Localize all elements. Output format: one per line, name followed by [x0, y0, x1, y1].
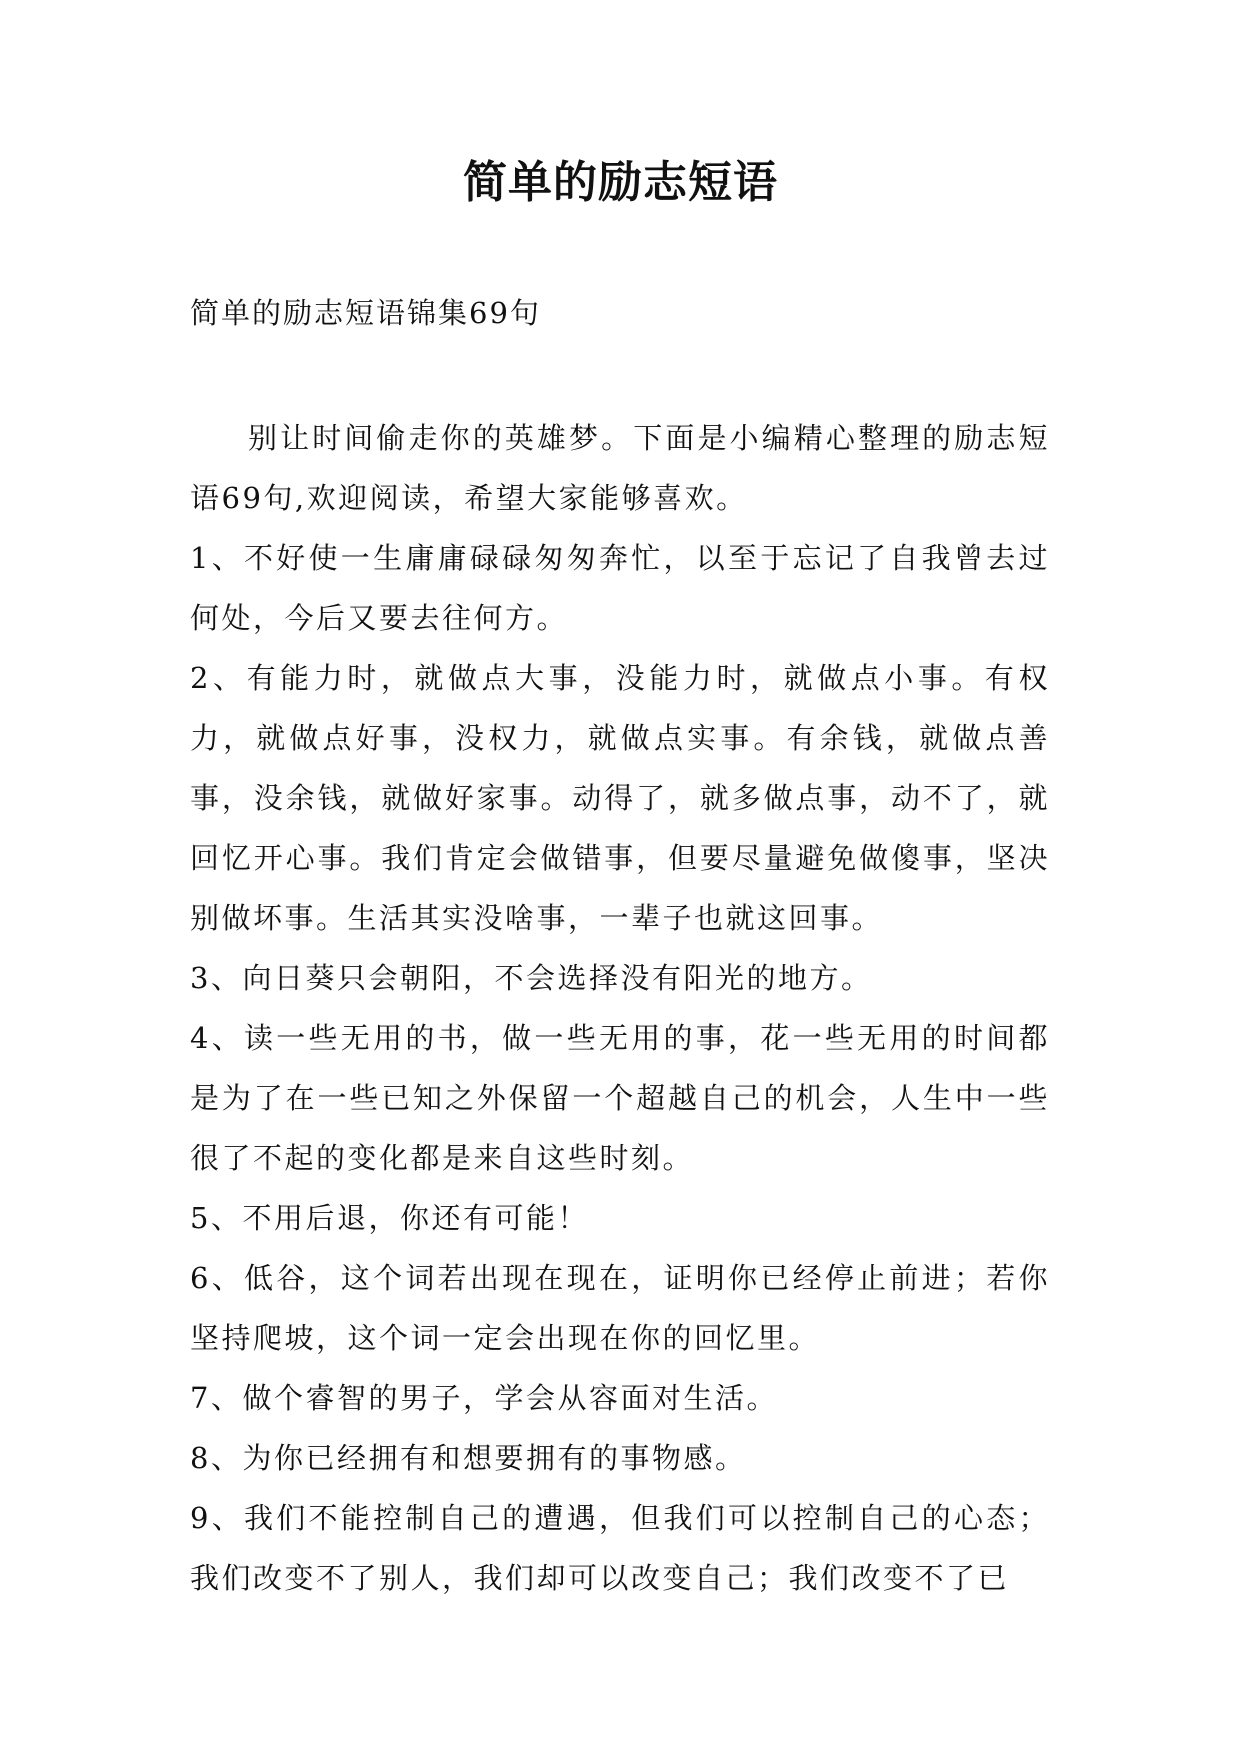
list-item: 8、为你已经拥有和想要拥有的事物感。: [190, 1441, 747, 1475]
document-body: [190, 408, 1050, 1608]
list-item: 4、读一些无用的书，做一些无用的事，花一些无用的时间都是为了在一些已知之外保留一个超越自己的机会，人生中一些很了不起的变化都是来自这些时刻。: [190, 1021, 1050, 1175]
document-title: 简单的励志短语: [463, 157, 778, 208]
list-item: 2、有能力时，就做点大事，没能力时，就做点小事。有权力，就做点好事，没权力，就做点实事。有余钱，就做点善事，没余钱，就做好家事。动得了，就多做点事，动不了，就回忆开心事。我们肯定会做错事，但要尽量避免做傻事，坚决别做坏事。生活其实没啥事，一辈子也就这回事。: [190, 661, 1050, 935]
list-item: 5、不用后退，你还有可能！: [190, 1201, 589, 1235]
list-item: 6、低谷，这个词若出现在现在，证明你已经停止前进；若你坚持爬坡，这个词一定会出现在你的回忆里。: [190, 1261, 1050, 1355]
intro-paragraph: 别让时间偷走你的英雄梦。下面是小编精心整理的励志短语69句,欢迎阅读，希望大家能够喜欢。: [190, 421, 1050, 515]
list-item: 3、向日葵只会朝阳，不会选择没有阳光的地方。: [190, 961, 873, 995]
list-item: 7、做个睿智的男子，学会从容面对生活。: [190, 1381, 778, 1415]
list-item: 1、不好使一生庸庸碌碌匆匆奔忙，以至于忘记了自我曾去过何处，今后又要去往何方。: [190, 541, 1050, 635]
list-item: 9、我们不能控制自己的遭遇，但我们可以控制自己的心态；我们改变不了别人，我们却可以改变自己；我们改变不了已: [190, 1501, 1050, 1595]
document-subtitle: 简单的励志短语锦集69句: [190, 296, 541, 330]
